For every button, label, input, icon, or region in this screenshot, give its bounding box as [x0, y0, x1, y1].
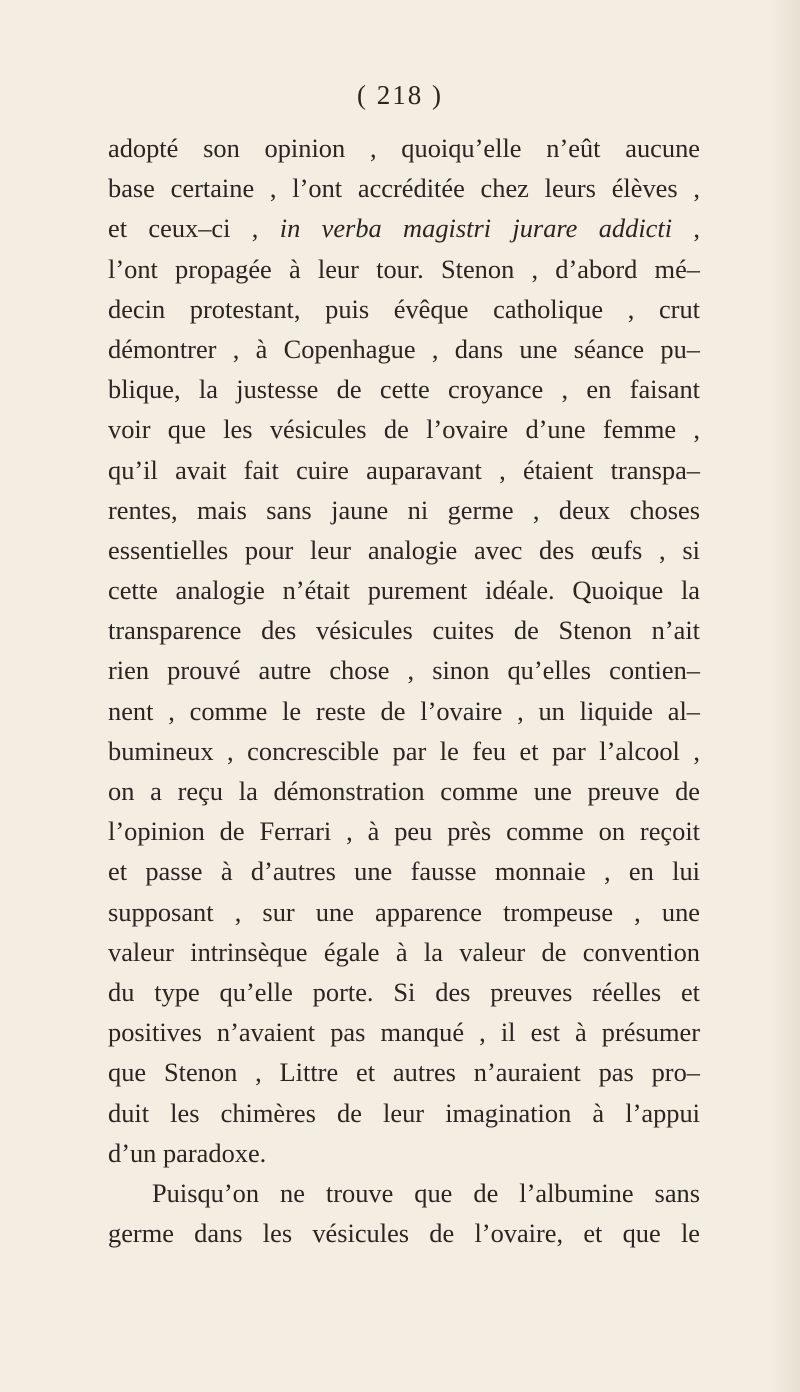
text-line-6: démontrer , à Copenhague , dans une séance pu–: [108, 333, 700, 364]
text-line-26: d’un paradoxe.: [108, 1137, 267, 1168]
text-line-3: [108, 208, 700, 248]
text-line-21: valeur intrinsèque égale à la valeur de convention: [108, 936, 700, 967]
text-line-15: nent , comme le reste de l’ovaire , un liquide al–: [108, 695, 700, 726]
text-line-13: transparence des vésicules cuites de Stenon n’ait: [108, 615, 700, 646]
text-line-19: et passe à d’autres une fausse monnaie , en lui: [108, 856, 700, 887]
text-line-18: l’opinion de Ferrari , à peu près comme on reçoit: [108, 816, 700, 847]
page-header: [0, 80, 800, 111]
text-line-4: l’ont propagée à leur tour. Stenon , d’abord mé–: [108, 253, 700, 284]
text-line-3-end: ,: [672, 213, 700, 244]
text-line-5: decin protestant, puis évêque catholique , crut: [108, 293, 700, 324]
text-line-10: rentes, mais sans jaune ni germe , deux choses: [108, 494, 700, 525]
text-line-17: on a reçu la démonstration comme une preuve de: [108, 776, 700, 806]
text-line-3-start: et ceux–ci ,: [108, 213, 280, 244]
text-line-27: Puisqu’on ne trouve que de l’albumine sans: [152, 1177, 700, 1208]
text-line-24: que Stenon , Littre et autres n’auraient pas pro–: [108, 1057, 700, 1088]
text-line-2: base certaine , l’ont accréditée chez leurs élèves ,: [108, 173, 700, 204]
text-line-7: blique, la justesse de cette croyance , en faisant: [108, 374, 700, 405]
text-line-12: cette analogie n’était purement idéale. Quoique la: [108, 575, 700, 606]
text-line-20: supposant , sur une apparence trompeuse , une: [108, 896, 700, 927]
text-line-8: voir que les vésicules de l’ovaire d’une femme ,: [108, 414, 700, 445]
page-number: ( 218 ): [357, 80, 443, 110]
text-line-25: duit les chimères de leur imagination à l’appui: [108, 1097, 700, 1128]
text-line-9: qu’il avait fait cuire auparavant , étaient transpa–: [108, 454, 700, 485]
text-line-16: bumineux , concrescible par le feu et par l’alcool ,: [108, 735, 700, 766]
text-line-14: rien prouvé autre chose , sinon qu’elles contien–: [108, 655, 700, 686]
latin-phrase: in verba magistri jurare addicti: [279, 213, 673, 244]
body-text: [108, 128, 700, 1253]
text-line-22: du type qu’elle porte. Si des preuves réelles et: [108, 976, 700, 1007]
text-line-11: essentielles pour leur analogie avec des œufs , si: [108, 534, 700, 565]
text-line-23: positives n’avaient pas manqué , il est à présumer: [108, 1017, 700, 1048]
text-line-1: adopté son opinion , quoiqu’elle n’eût aucune: [108, 133, 700, 163]
text-line-28: germe dans les vésicules de l’ovaire, et que le: [108, 1218, 700, 1249]
